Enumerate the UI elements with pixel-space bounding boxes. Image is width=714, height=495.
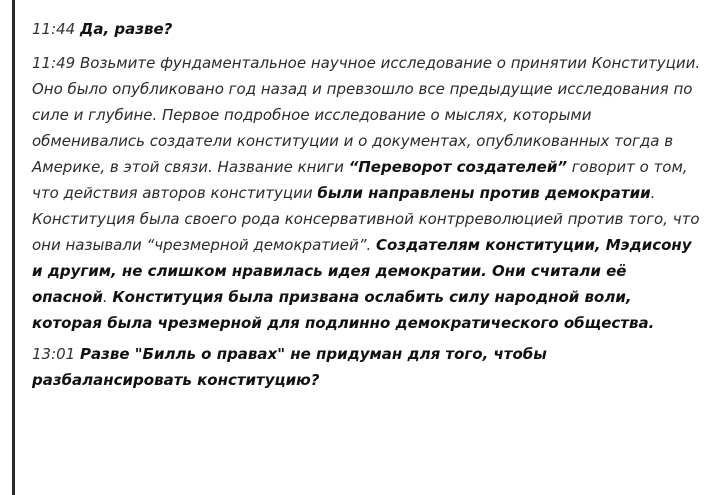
answer-text: . (102, 288, 113, 306)
answer-text: Возьмите фундаментальное научное исследование о принятии Конституции. Оно было опубликовано год назад и превзошло все предыдущие исследования по силе и глубине. Первое подробное исследование о мыслях, которыми обменивались создатели конституции и о документах, опубликованных тогда в Америке, в этой связи. Название книги (32, 54, 701, 176)
quote-text: “чрезмерной демократией” (146, 236, 367, 254)
emphasis-text: были направлены против демократии (317, 184, 651, 202)
transcript-entry (32, 16, 702, 42)
emphasis-text: Конституция была призвана ослабить силу народной воли, которая была чрезмерной для подлинно демократического общества. (32, 288, 655, 332)
transcript-entry (32, 341, 702, 393)
left-border-rule (12, 0, 15, 495)
timestamp: 13:01 (32, 345, 76, 363)
book-title: “Переворот создателей” (348, 158, 567, 176)
answer-text: . (366, 236, 377, 254)
emphasis-text: Создателям конституции, Мэдисону и другим, не слишком нравилась идея демократии. Они считали её опасной (32, 236, 692, 306)
answer-text: . Конституция была своего рода консервативной контрреволюцией против того, что они называли (32, 184, 700, 254)
question-text: Разве "Билль о правах" не придуман для того, чтобы разбалансировать конституцию? (32, 345, 547, 389)
transcript-entry (32, 50, 702, 336)
transcript-content (32, 16, 702, 393)
question-text: Да, разве? (80, 20, 173, 38)
timestamp: 11:44 (32, 20, 76, 38)
timestamp: 11:49 (32, 54, 76, 72)
answer-text: говорит о том, что действия авторов конституции (32, 158, 688, 202)
